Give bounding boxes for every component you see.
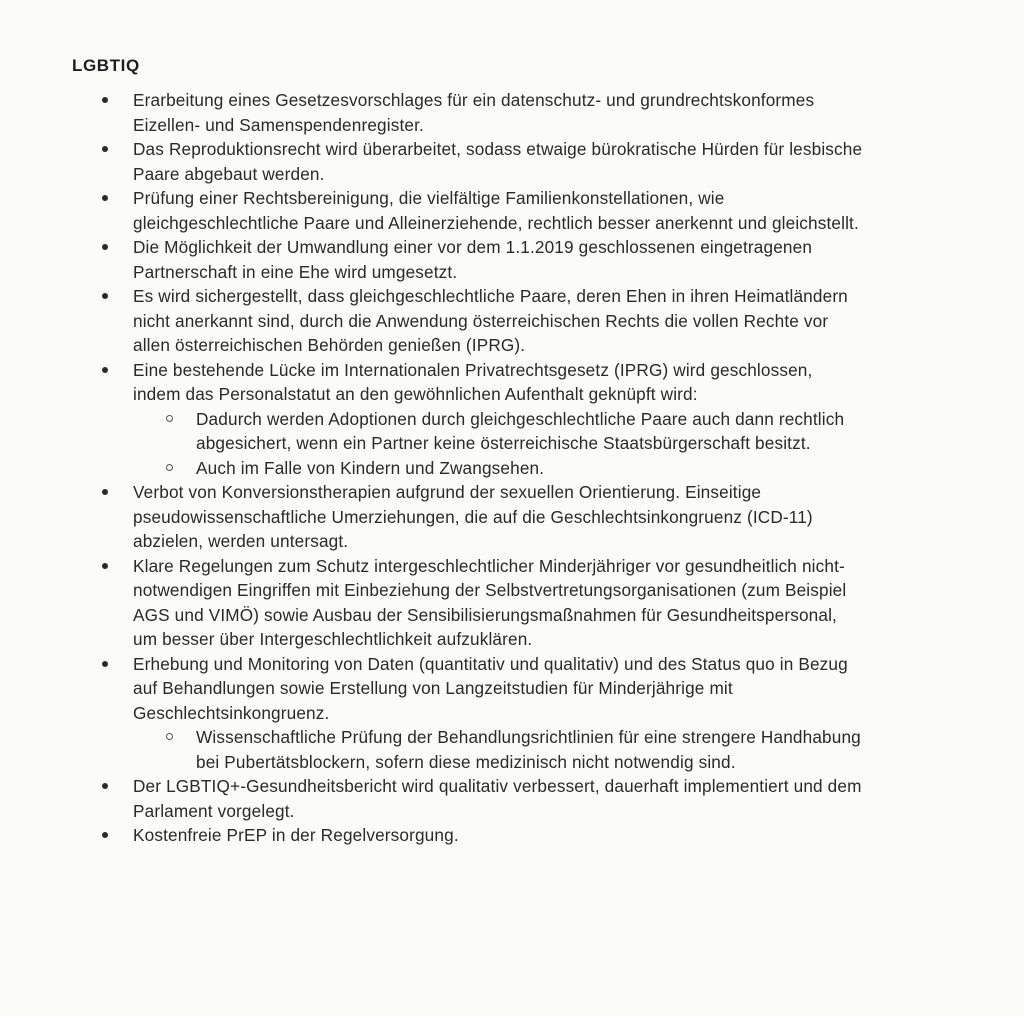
sub-list-item (133, 407, 864, 456)
bullet-icon (102, 146, 108, 152)
list-item-text: Erarbeitung eines Gesetzesvorschlages für ein datenschutz- und grundrechtskonformes Eizellen- und Samenspendenregister. (133, 90, 815, 135)
sub-list-item (133, 725, 864, 774)
sub-list-item-text: Wissenschaftliche Prüfung der Behandlungsrichtlinien für eine strengere Handhabung bei Pubertätsblockern, sofern diese medizinisch nicht notwendig sind. (196, 727, 861, 772)
hollow-circle-bullet-icon (166, 733, 173, 740)
list-item-text: Es wird sichergestellt, dass gleichgeschlechtliche Paare, deren Ehen in ihren Heimatländern nicht anerkannt sind, durch die Anwendung österreichischen Rechts die vollen Rechte vor allen österreichischen Behörden genießen (IPRG). (133, 286, 848, 355)
list-item (0, 137, 1024, 186)
list-item (0, 284, 1024, 358)
list-item-text: Eine bestehende Lücke im Internationalen Privatrechtsgesetz (IPRG) wird geschlossen, indem das Personalstatut an den gewöhnlichen Aufenthalt geknüpft wird: (133, 359, 813, 404)
list-item-text: Klare Regelungen zum Schutz intergeschlechtlicher Minderjähriger vor gesundheitlich nicht-notwendigen Eingriffen mit Einbeziehung der Selbstvertretungsorganisationen (zum Beispiel AGS und VIMÖ) sowie Ausbau der Sensibilisierungsmaßnahmen für Gesundheitspersonal, um besser über Intergeschlechtlichkeit aufzuklären. (133, 555, 847, 649)
list-item (0, 823, 1024, 848)
list-item (0, 235, 1024, 284)
list-item (0, 358, 1024, 481)
hollow-circle-bullet-icon (166, 464, 173, 471)
list-item-text: Kostenfreie PrEP in der Regelversorgung. (133, 825, 459, 845)
bullet-icon (102, 293, 108, 299)
sub-list (133, 725, 864, 774)
section-heading: LGBTIQ (72, 56, 140, 75)
bullet-icon (102, 195, 108, 201)
sub-list (133, 407, 864, 481)
sub-list-item (133, 456, 864, 481)
list-item-text: Prüfung einer Rechtsbereinigung, die vielfältige Familienkonstellationen, wie gleichgeschlechtliche Paare und Alleinerziehende, rechtlich besser anerkennt und gleichstellt. (133, 188, 859, 233)
list-item (0, 554, 1024, 652)
sub-list-item-text: Auch im Falle von Kindern und Zwangsehen. (196, 457, 545, 478)
bullet-icon (102, 783, 108, 789)
list-item (0, 186, 1024, 235)
sub-list-item-text: Dadurch werden Adoptionen durch gleichgeschlechtliche Paare auch dann rechtlich abgesichert, wenn ein Partner keine österreichische Staatsbürgerschaft besitzt. (196, 408, 845, 453)
list-item-text: Der LGBTIQ+-Gesundheitsbericht wird qualitativ verbessert, dauerhaft implementiert und dem Parlament vorgelegt. (133, 776, 862, 821)
list-item-text: Das Reproduktionsrecht wird überarbeitet, sodass etwaige bürokratische Hürden für lesbische Paare abgebaut werden. (133, 139, 863, 184)
bullet-icon (102, 489, 108, 495)
hollow-circle-bullet-icon (166, 415, 173, 422)
bullet-icon (102, 367, 108, 373)
bullet-icon (102, 661, 108, 667)
list-item (0, 88, 1024, 137)
list-item-text: Die Möglichkeit der Umwandlung einer vor dem 1.1.2019 geschlossenen eingetragenen Partnerschaft in eine Ehe wird umgesetzt. (133, 237, 813, 282)
list-item (0, 480, 1024, 554)
bullet-icon (102, 244, 108, 250)
bullet-icon (102, 97, 108, 103)
measures-list (0, 88, 1024, 848)
list-item (0, 652, 1024, 775)
list-item-text: Erhebung und Monitoring von Daten (quantitativ und qualitativ) und des Status quo in Bezug auf Behandlungen sowie Erstellung von Langzeitstudien für Minderjährige mit Geschlechtsinkongruenz. (133, 653, 848, 723)
bullet-icon (102, 563, 108, 569)
list-item-text: Verbot von Konversionstherapien aufgrund der sexuellen Orientierung. Einseitige pseudowissenschaftliche Umerziehungen, die auf die Geschlechtsinkongruenz (ICD-11) abzielen, werden untersagt. (133, 482, 813, 551)
bullet-icon (102, 832, 108, 838)
list-item (0, 774, 1024, 823)
